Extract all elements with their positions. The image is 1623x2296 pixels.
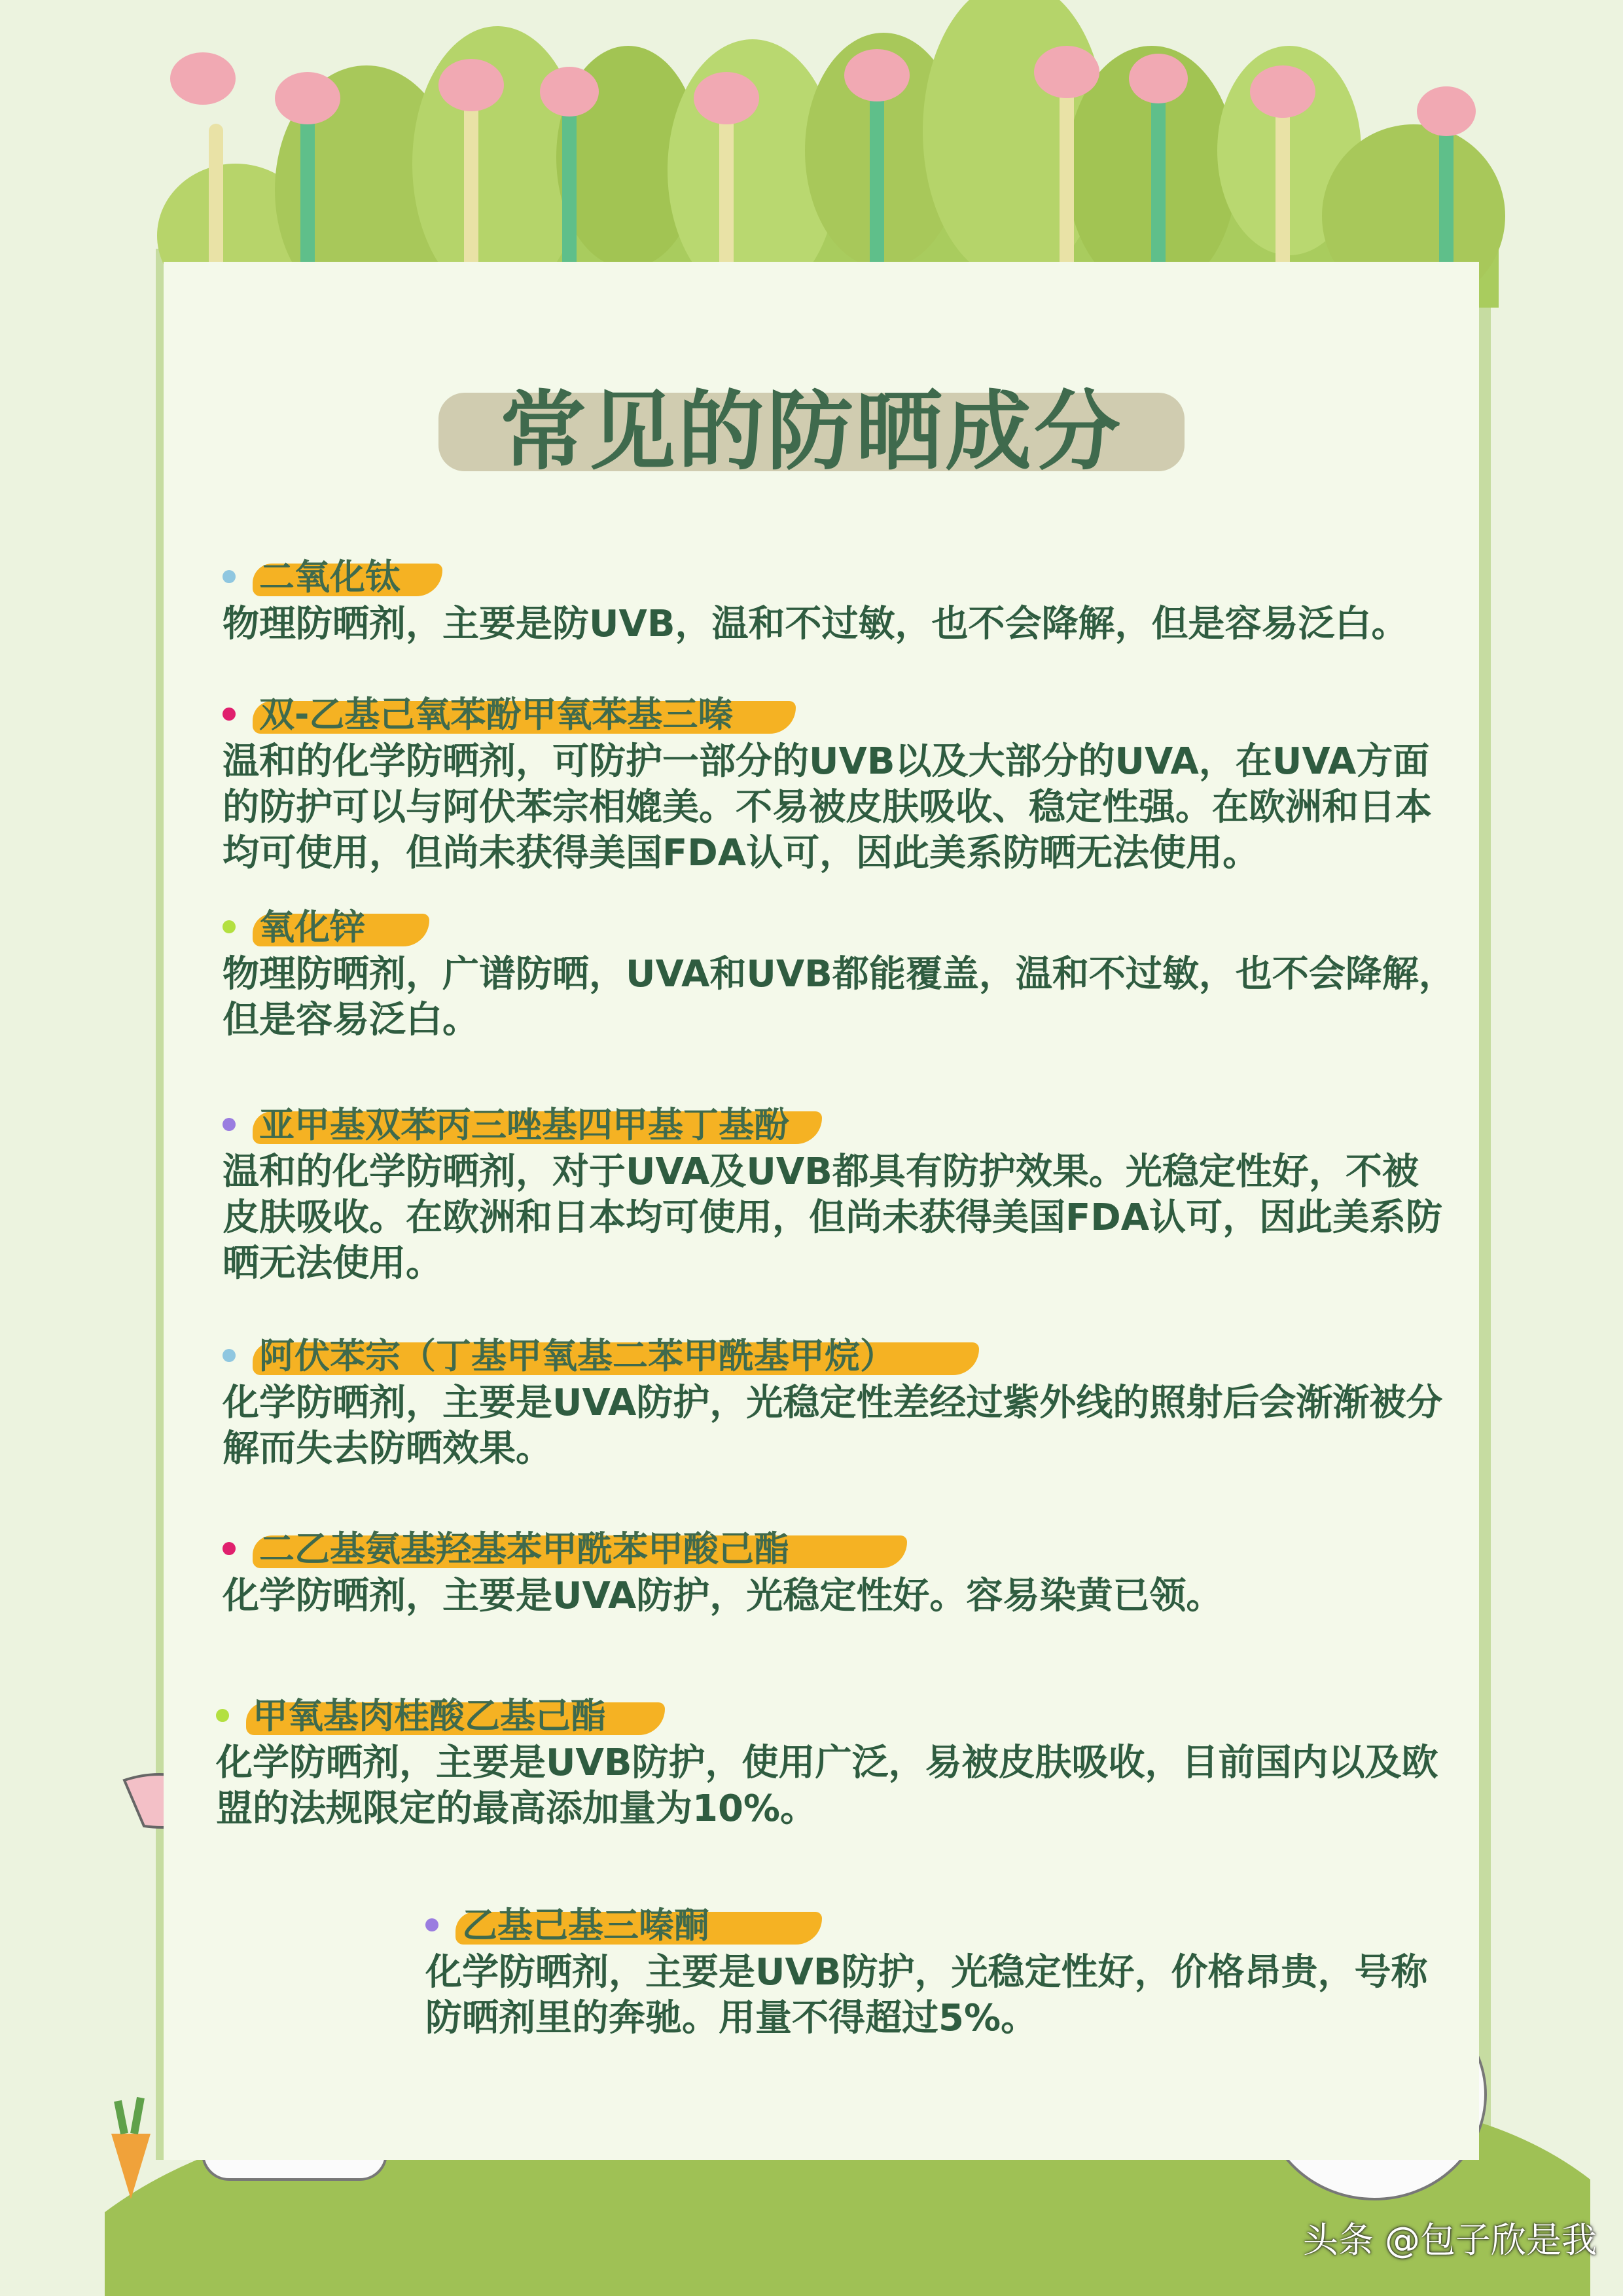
ingredient-name: 二氧化钛 bbox=[259, 556, 401, 598]
bullet-dot-icon bbox=[223, 920, 236, 933]
ingredient-name: 阿伏苯宗（丁基甲氧基二苯甲酰基甲烷） bbox=[259, 1335, 895, 1376]
ingredient-header bbox=[425, 1901, 1446, 1950]
ingredient-item bbox=[216, 1692, 1446, 1832]
watermark-text: 头条 @包子欣是我 bbox=[1302, 2219, 1597, 2261]
carrot-illustration bbox=[111, 2098, 151, 2199]
ingredient-item bbox=[223, 553, 1479, 647]
bullet-dot-icon bbox=[223, 1542, 236, 1555]
ingredient-header bbox=[223, 1101, 1453, 1149]
ingredient-header bbox=[223, 553, 1479, 601]
ingredient-item bbox=[223, 903, 1459, 1043]
bullet-dot-icon bbox=[425, 1918, 438, 1931]
ingredient-header bbox=[223, 1525, 1453, 1573]
ingredient-description: 温和的化学防晒剂，可防护一部分的UVB以及大部分的UVA，在UVA方面的防护可以与阿伏苯宗相媲美。不易被皮肤吸收、稳定性强。在欧洲和日本均可使用，但尚未获得美国FDA认可，因此美系防晒无法使用。 bbox=[223, 740, 1432, 874]
ingredient-header bbox=[216, 1692, 1446, 1740]
bullet-dot-icon bbox=[223, 708, 236, 721]
page-title: 常见的防晒成分 bbox=[500, 382, 1123, 482]
ingredient-name: 氧化锌 bbox=[259, 906, 365, 948]
ingredient-item bbox=[223, 1101, 1453, 1287]
ingredient-name: 双-乙基己氧苯酚甲氧苯基三嗪 bbox=[259, 694, 734, 735]
ingredient-name: 甲氧基肉桂酸乙基己酯 bbox=[253, 1695, 606, 1736]
bullet-dot-icon bbox=[223, 1118, 236, 1131]
ingredient-description: 温和的化学防晒剂，对于UVA及UVB都具有防护效果。光稳定性好，不被皮肤吸收。在欧洲和日本均可使用，但尚未获得美国FDA认可，因此美系防晒无法使用。 bbox=[223, 1151, 1443, 1285]
ingredient-header bbox=[223, 1332, 1453, 1380]
ingredient-description: 物理防晒剂，主要是防UVB，温和不过敏，也不会降解，但是容易泛白。 bbox=[223, 603, 1408, 645]
ingredient-name: 亚甲基双苯丙三唑基四甲基丁基酚 bbox=[259, 1104, 789, 1145]
ingredient-description: 化学防晒剂，主要是UVB防护，光稳定性好，价格昂贵，号称防晒剂里的奔驰。用量不得超过5%。 bbox=[425, 1951, 1428, 2039]
ingredient-item bbox=[425, 1901, 1446, 2041]
ingredient-description: 物理防晒剂，广谱防晒，UVA和UVB都能覆盖，温和不过敏，也不会降解，但是容易泛白。 bbox=[223, 953, 1455, 1041]
bullet-dot-icon bbox=[223, 570, 236, 583]
ingredient-description: 化学防晒剂，主要是UVA防护，光稳定性好。容易染黄已领。 bbox=[223, 1575, 1223, 1617]
ingredient-header bbox=[223, 691, 1453, 739]
ingredient-item bbox=[223, 1525, 1453, 1619]
ingredient-name: 乙基己基三嗪酮 bbox=[462, 1905, 709, 1946]
ingredient-description: 化学防晒剂，主要是UVB防护，使用广泛，易被皮肤吸收，目前国内以及欧盟的法规限定的最高添加量为10%。 bbox=[216, 1742, 1438, 1830]
bullet-dot-icon bbox=[216, 1709, 229, 1722]
title-block bbox=[438, 367, 1185, 497]
bullet-dot-icon bbox=[223, 1349, 236, 1362]
ingredient-item bbox=[223, 1332, 1453, 1472]
ingredient-header bbox=[223, 903, 1459, 952]
ingredient-item bbox=[223, 691, 1453, 876]
ingredient-name: 二乙基氨基羟基苯甲酰苯甲酸己酯 bbox=[259, 1528, 789, 1570]
ingredient-description: 化学防晒剂，主要是UVA防护，光稳定性差经过紫外线的照射后会渐渐被分解而失去防晒效果。 bbox=[223, 1382, 1443, 1470]
